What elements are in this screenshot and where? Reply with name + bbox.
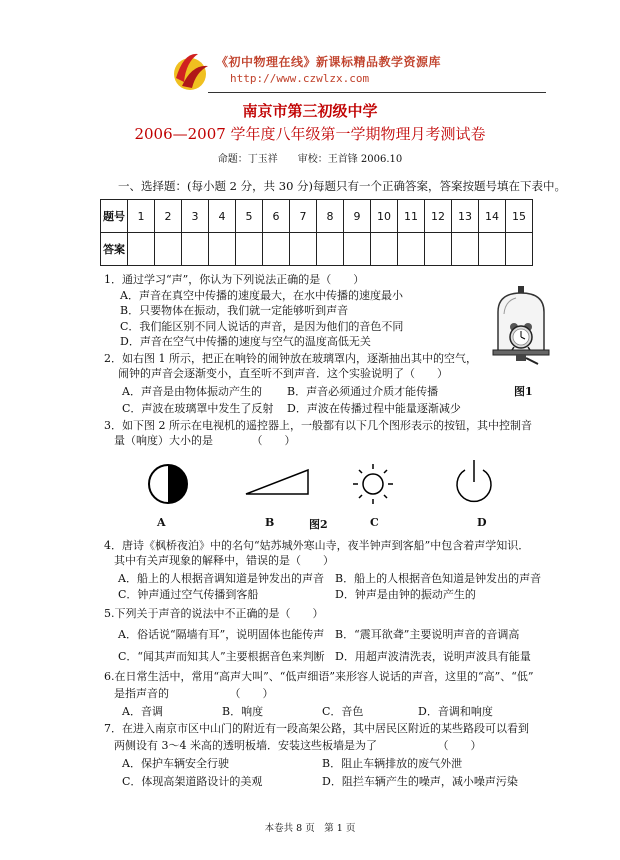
q1-option-c: C．我们能区别不同人说话的声音，是因为他们的音色不同 xyxy=(120,320,404,333)
answer-cell[interactable] xyxy=(344,233,371,266)
banner-url[interactable]: http://www.czwlzx.com xyxy=(230,72,370,85)
q3-stem-line2: 量（响度）大小的是 （ ） xyxy=(114,434,296,447)
answer-cell[interactable] xyxy=(452,233,479,266)
q2-option-d: D．声波在传播过程中能量逐渐减少 xyxy=(287,402,461,415)
exam-title: 2006—2007 学年度八年级第一学期物理月考测试卷 xyxy=(134,125,486,143)
answer-cell[interactable] xyxy=(209,233,236,266)
question-number-cell: 13 xyxy=(452,200,479,233)
question-number-cell: 6 xyxy=(263,200,290,233)
q7-option-c: C．体现高架道路设计的美观 xyxy=(122,775,263,788)
q5-option-c: C．“闻其声而知其人”主要根据音色来判断 xyxy=(118,650,325,663)
question-number-cell: 11 xyxy=(398,200,425,233)
figure-2-caption: 图2 xyxy=(309,518,328,531)
q2-stem-line2: 闹钟的声音会逐渐变小，直至听不到声音．这个实验说明了（ ） xyxy=(118,367,448,380)
page-footer: 本卷共 8 页 第 1 页 xyxy=(264,823,356,834)
banner-title: 《初中物理在线》新课标精品教学资源库 xyxy=(216,55,442,69)
q6-stem-line1: 6.在日常生活中，常用“高声大叫”、“低声细语”来形容人说话的声音，这里的“高”、“低” xyxy=(104,670,534,683)
school-name: 南京市第三初级中学 xyxy=(242,102,378,120)
answer-cell[interactable] xyxy=(263,233,290,266)
question-number-cell: 14 xyxy=(479,200,506,233)
remote-button-figure xyxy=(140,456,510,508)
q5-option-a: A．俗话说“隔墙有耳”，说明固体也能传声 xyxy=(118,628,325,641)
row-label-answer: 答案 xyxy=(101,233,128,266)
answer-cell[interactable] xyxy=(398,233,425,266)
q2-option-c: C．声波在玻璃罩中发生了反射 xyxy=(122,402,274,415)
q7-option-b: B．阻止车辆排放的废气外泄 xyxy=(322,757,463,770)
q4-option-a: A．船上的人根据音调知道是钟发出的声音 xyxy=(118,572,324,585)
answer-cell[interactable] xyxy=(506,233,533,266)
bell-jar-figure xyxy=(490,284,552,368)
question-number-cell: 15 xyxy=(506,200,533,233)
question-number-cell: 9 xyxy=(344,200,371,233)
answer-cell[interactable] xyxy=(236,233,263,266)
question-number-cell: 12 xyxy=(425,200,452,233)
q1-option-b: B．只要物体在振动，我们就一定能够听到声音 xyxy=(120,304,349,317)
answer-cell[interactable] xyxy=(155,233,182,266)
figure-label-d: D xyxy=(477,516,487,529)
answer-cell[interactable] xyxy=(425,233,452,266)
question-number-cell: 1 xyxy=(128,200,155,233)
question-number-cell: 7 xyxy=(290,200,317,233)
question-number-cell: 5 xyxy=(236,200,263,233)
q2-stem-line1: 2．如右图 1 所示，把正在响铃的闹钟放在玻璃罩内，逐渐抽出其中的空气， xyxy=(104,352,477,365)
q5-stem: 5.下列关于声音的说法中不正确的是（ ） xyxy=(104,607,324,620)
q1-option-a: A．声音在真空中传播的速度最大，在水中传播的速度最小 xyxy=(120,289,403,302)
question-number-cell: 10 xyxy=(371,200,398,233)
q6-option-a: A．音调 xyxy=(122,705,163,718)
figure-label-b: B xyxy=(265,516,275,529)
answer-cell[interactable] xyxy=(479,233,506,266)
site-logo xyxy=(168,48,212,92)
answer-row xyxy=(101,233,533,266)
q4-stem-line1: 4．唐诗《枫桥夜泊》中的名句“姑苏城外寒山寺，夜半钟声到客船”中包含着声学知识． xyxy=(104,539,530,552)
q5-option-d: D．用超声波清洗表，说明声波具有能量 xyxy=(335,650,531,663)
answer-cell[interactable] xyxy=(128,233,155,266)
answer-cell[interactable] xyxy=(290,233,317,266)
volume-triangle-icon xyxy=(246,470,308,494)
answer-cell[interactable] xyxy=(371,233,398,266)
q4-stem-line2: 其中有关声现象的解释中，错误的是（ ） xyxy=(114,554,334,567)
q4-option-c: C．钟声通过空气传播到客船 xyxy=(118,588,259,601)
q1-option-d: D．声音在空气中传播的速度与空气的温度高低无关 xyxy=(120,335,371,348)
question-number-row xyxy=(101,200,533,233)
question-number-cell: 3 xyxy=(182,200,209,233)
q4-option-d: D．钟声是由钟的振动产生的 xyxy=(335,588,476,601)
question-number-cell: 4 xyxy=(209,200,236,233)
question-number-cell: 2 xyxy=(155,200,182,233)
answer-cell[interactable] xyxy=(317,233,344,266)
q2-option-a: A．声音是由物体振动产生的 xyxy=(122,385,262,398)
brightness-icon xyxy=(353,464,393,504)
figure-label-c: C xyxy=(370,516,379,529)
q7-stem-line1: 7．在进入南京市区中山门的附近有一段高架公路，其中居民区附近的某些路段可以看到 xyxy=(104,722,529,735)
section-title: 一、选择题：(每小题 2 分，共 30 分)每题只有一个正确答案，答案按题号填在下表中。 xyxy=(118,179,567,193)
q6-option-d: D．音调和响度 xyxy=(418,705,493,718)
q7-option-d: D．阻拦车辆产生的噪声，减小噪声污染 xyxy=(322,775,518,788)
figure-1-caption: 图1 xyxy=(514,385,533,398)
q3-stem-line1: 3．如下图 2 所示在电视机的遥控器上，一般都有以下几个图形表示的按钮，其中控制音 xyxy=(104,419,532,432)
author-line: 命题：丁玉祥 审校：王首锋 2006.10 xyxy=(217,154,403,165)
row-label-number: 题号 xyxy=(101,200,128,233)
q4-option-b: B．船上的人根据音色知道是钟发出的声音 xyxy=(335,572,542,585)
contrast-icon xyxy=(149,465,187,503)
q6-stem-line2: 是指声音的 （ ） xyxy=(114,687,274,700)
answer-cell[interactable] xyxy=(182,233,209,266)
q7-stem-line2: 两侧设有 3～4 米高的透明板墙．安装这些板墙是为了 （ ） xyxy=(114,739,482,752)
question-number-cell: 8 xyxy=(317,200,344,233)
q5-option-b: B．“震耳欲聋”主要说明声音的音调高 xyxy=(335,628,520,641)
banner-divider xyxy=(208,92,546,93)
answer-table xyxy=(100,199,533,266)
figure-label-a: A xyxy=(157,516,166,529)
q7-option-a: A．保护车辆安全行驶 xyxy=(122,757,229,770)
q2-option-b: B．声音必须通过介质才能传播 xyxy=(287,385,439,398)
power-icon xyxy=(457,460,491,501)
q6-option-b: B．响度 xyxy=(222,705,264,718)
q1-stem: 1．通过学习“声”，你认为下列说法正确的是（ ） xyxy=(104,273,365,286)
q6-option-c: C．音色 xyxy=(322,705,364,718)
